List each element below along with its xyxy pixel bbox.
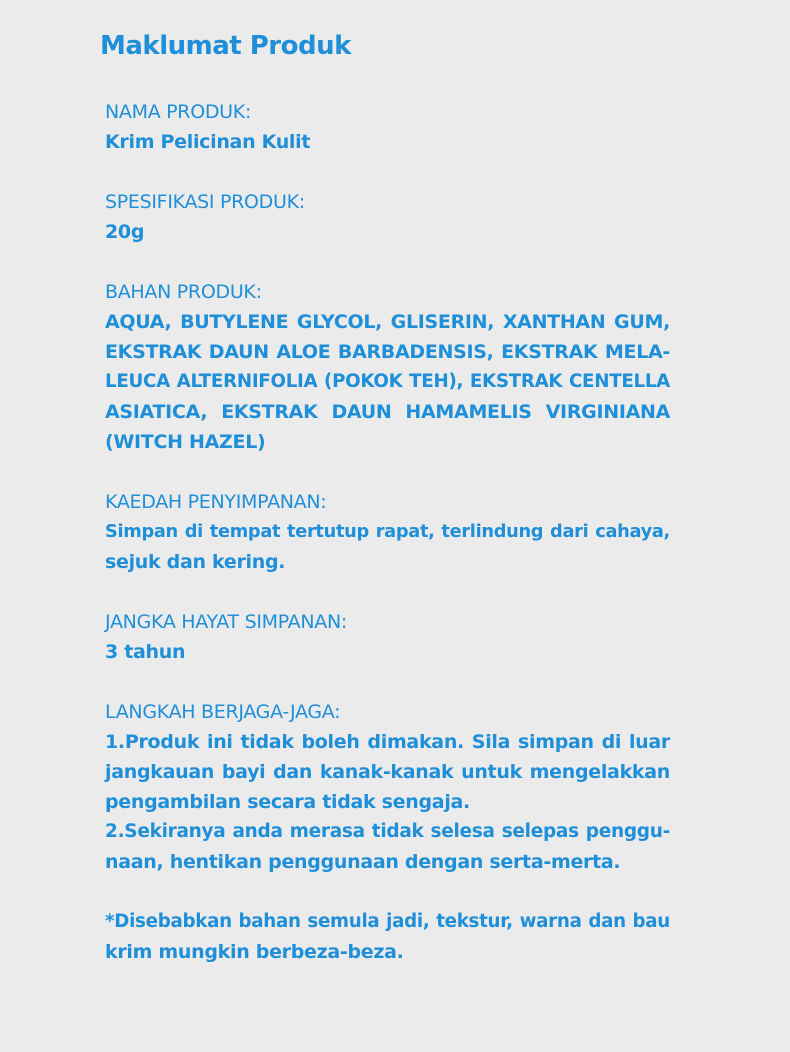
- section-shelf-life: [105, 607, 670, 667]
- shelf-life-label: JANGKA HAYAT SIMPANAN:: [105, 611, 347, 633]
- storage-label: KAEDAH PENYIMPANAN:: [105, 491, 327, 513]
- note-line: *Disebabkan bahan semula jadi, tekstur, warna dan bau: [105, 911, 670, 932]
- precautions-line: pengambilan secara tidak sengaja.: [105, 791, 470, 813]
- precautions-line: naan, hentikan penggunaan dengan serta-merta.: [105, 851, 621, 873]
- precautions-label: LANGKAH BERJAGA-JAGA:: [105, 701, 341, 723]
- storage-value: [105, 517, 670, 577]
- ingredients-line: AQUA, BUTYLENE GLYCOL, GLISERIN, XANTHAN GUM,: [105, 311, 670, 333]
- specification-label: SPESIFIKASI PRODUK:: [105, 191, 305, 213]
- shelf-life-value: 3 tahun: [105, 641, 186, 663]
- section-precautions: [105, 697, 670, 877]
- precautions-line: 2.Sekiranya anda merasa tidak selesa selepas penggu-: [105, 821, 670, 842]
- ingredients-value: [105, 307, 670, 457]
- ingredients-line: EKSTRAK DAUN ALOE BARBADENSIS, EKSTRAK MELA-: [105, 341, 670, 363]
- section-note: [105, 907, 670, 967]
- section-product-name: [105, 97, 670, 157]
- product-name-value: Krim Pelicinan Kulit: [105, 131, 311, 153]
- storage-line: sejuk dan kering.: [105, 551, 286, 573]
- page-title: Maklumat Produk: [100, 31, 351, 61]
- ingredients-label: BAHAN PRODUK:: [105, 281, 262, 303]
- ingredients-line: (WITCH HAZEL): [105, 431, 266, 453]
- product-name-label: NAMA PRODUK:: [105, 101, 252, 123]
- section-ingredients: [105, 277, 670, 457]
- storage-line: Simpan di tempat tertutup rapat, terlindung dari cahaya,: [105, 522, 670, 542]
- precautions-value: [105, 727, 670, 877]
- product-info-content: [105, 97, 670, 997]
- note-value: [105, 907, 670, 967]
- precautions-line: jangkauan bayi dan kanak-kanak untuk mengelakkan: [105, 761, 670, 783]
- ingredients-line: LEUCA ALTERNIFOLIA (POKOK TEH), EKSTRAK CENTELLA: [105, 371, 670, 392]
- section-specification: [105, 187, 670, 247]
- ingredients-line: ASIATICA, EKSTRAK DAUN HAMAMELIS VIRGINIANA: [105, 401, 670, 423]
- specification-value: 20g: [105, 221, 145, 243]
- note-line: krim mungkin berbeza-beza.: [105, 941, 404, 963]
- section-storage: [105, 487, 670, 577]
- precautions-line: 1.Produk ini tidak boleh dimakan. Sila simpan di luar: [105, 731, 670, 753]
